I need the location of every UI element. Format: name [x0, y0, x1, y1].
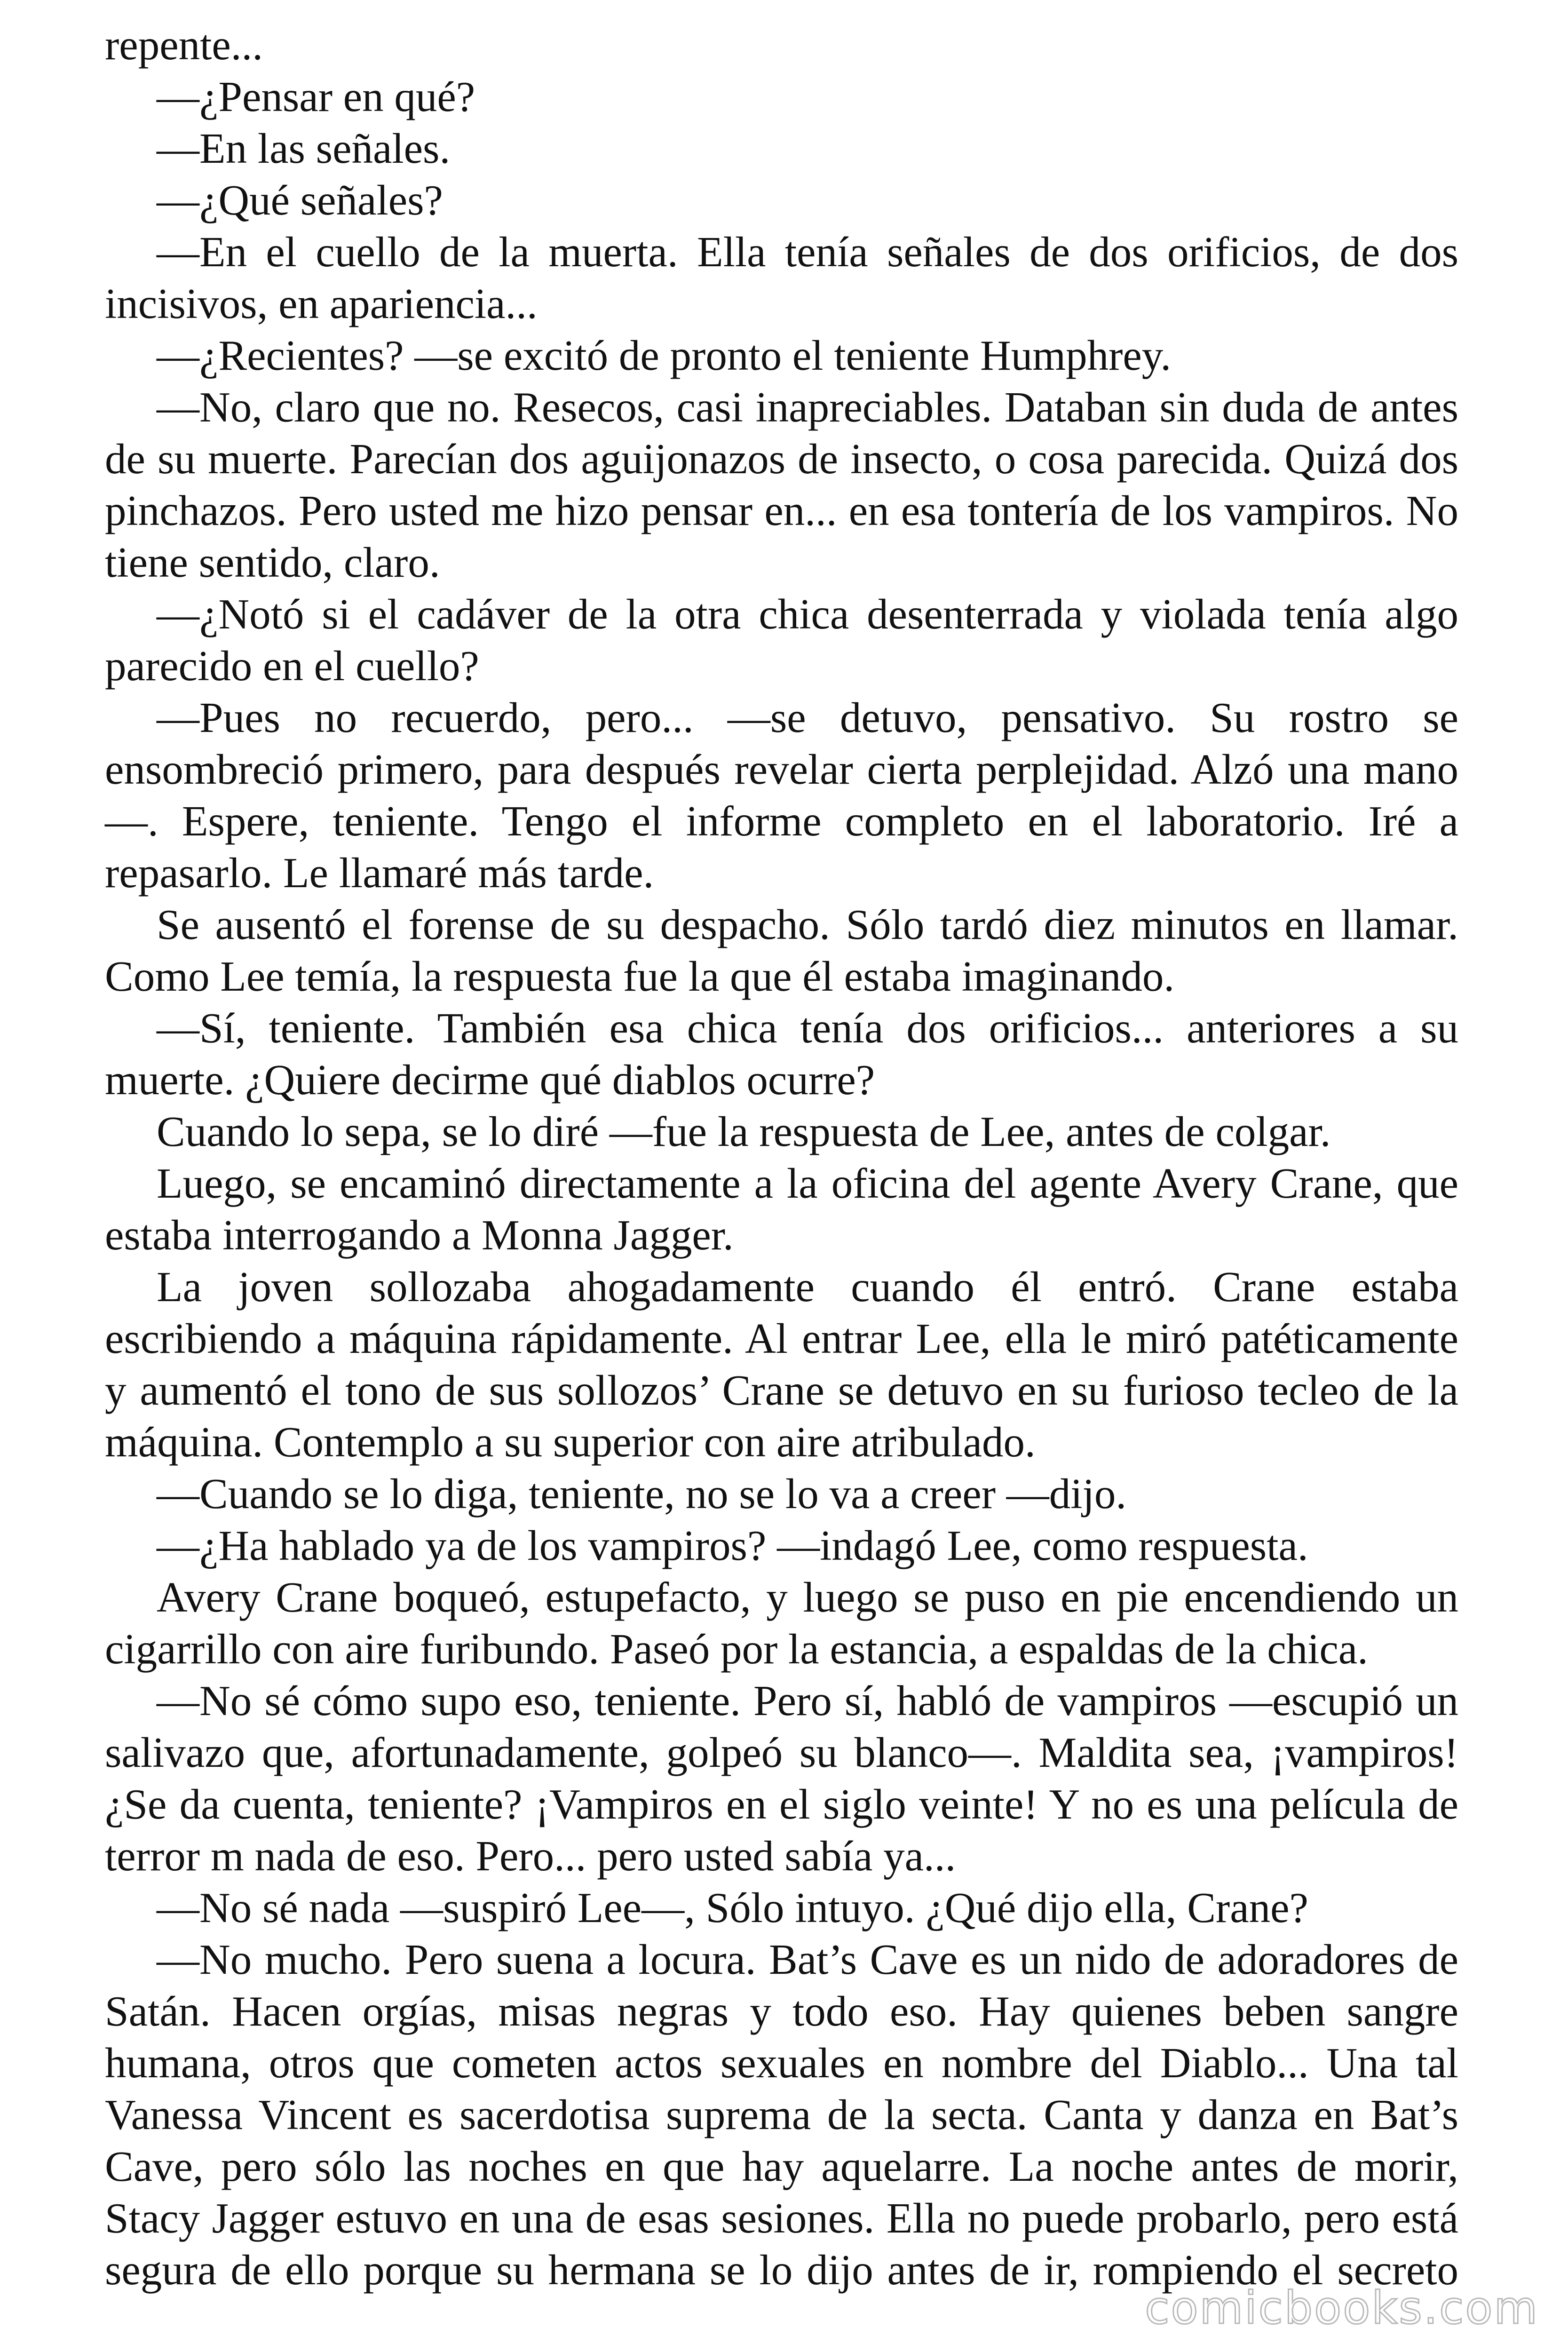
text-line: cigarrillo con aire furibundo. Paseó por la estancia, a espaldas de la chica.	[105, 1625, 1368, 1673]
text-line: ¿Se da cuenta, teniente? ¡Vampiros en el siglo veinte! Y no es una película de	[105, 1780, 1458, 1828]
text-line: ensombreció primero, para después revelar cierta perplejidad. Alzó una mano	[105, 746, 1458, 793]
text-line: estaba interrogando a Monna Jagger.	[105, 1211, 734, 1259]
text-line: —¿Pensar en qué?	[157, 73, 475, 120]
text-line: —Sí, teniente. También esa chica tenía dos orificios... anteriores a su	[157, 1004, 1458, 1052]
paragraph	[105, 1520, 1458, 1572]
text-line: escribiendo a máquina rápidamente. Al entrar Lee, ella le miró patéticamente	[105, 1315, 1458, 1362]
text-line: y aumentó el tono de sus sollozos’ Crane se detuvo en su furioso tecleo de la	[105, 1367, 1458, 1414]
text-line: La joven sollozaba ahogadamente cuando él entró. Crane estaba	[157, 1263, 1458, 1311]
text-line: Como Lee temía, la respuesta fue la que él estaba imaginando.	[105, 953, 1175, 1000]
text-line: Luego, se encaminó directamente a la oficina del agente Avery Crane, que	[157, 1160, 1458, 1207]
text-line: pinchazos. Pero usted me hizo pensar en... en esa tontería de los vampiros. No	[105, 487, 1458, 534]
text-line: —¿Recientes? —se excitó de pronto el teniente Humphrey.	[157, 332, 1172, 379]
text-line: terror m nada de eso. Pero... pero usted sabía ya...	[105, 1832, 956, 1880]
paragraph	[105, 226, 1458, 330]
text-line: tiene sentido, claro.	[105, 539, 440, 586]
text-line: Cave, pero sólo las noches en que hay aquelarre. La noche antes de morir,	[105, 2143, 1458, 2190]
text-line: parecido en el cuello?	[105, 642, 479, 690]
text-line: —. Espere, teniente. Tengo el informe completo en el laboratorio. Iré a	[105, 797, 1458, 845]
text-line: Satán. Hacen orgías, misas negras y todo eso. Hay quienes beben sangre	[105, 1987, 1458, 2035]
paragraph	[105, 1934, 1458, 2296]
text-line: —No sé nada —suspiró Lee—, Sólo intuyo. ¿Qué dijo ella, Crane?	[157, 1884, 1308, 1931]
paragraph	[105, 1002, 1458, 1106]
text-line: repente...	[105, 21, 263, 69]
text-line: Avery Crane boqueó, estupefacto, y luego se puso en pie encendiendo un	[157, 1573, 1458, 1621]
text-line: —No, claro que no. Resecos, casi inapreciables. Databan sin duda de antes	[157, 383, 1458, 431]
text-line: Se ausentó el forense de su despacho. Sólo tardó diez minutos en llamar.	[157, 901, 1458, 948]
text-line: incisivos, en apariencia...	[105, 280, 538, 327]
text-line: salivazo que, afortunadamente, golpeó su blanco—. Maldita sea, ¡vampiros!	[105, 1729, 1458, 1776]
paragraph	[105, 588, 1458, 692]
paragraph	[105, 1675, 1458, 1882]
paragraph	[105, 330, 1458, 381]
text-line: humana, otros que cometen actos sexuales en nombre del Diablo... Una tal	[105, 2039, 1458, 2087]
paragraph	[105, 692, 1458, 899]
paragraph	[105, 123, 1458, 175]
paragraph	[105, 71, 1458, 123]
watermark: comicbooks.com	[1145, 2282, 1539, 2334]
paragraph	[105, 1468, 1458, 1520]
text-line: máquina. Contemplo a su superior con aire atribulado.	[105, 1418, 1036, 1466]
text-line: —¿Ha hablado ya de los vampiros? —indagó Lee, como respuesta.	[157, 1522, 1308, 1569]
text-line: —¿Notó si el cadáver de la otra chica desenterrada y violada tenía algo	[157, 590, 1458, 638]
text-line: —En las señales.	[157, 125, 451, 172]
paragraph	[105, 175, 1458, 226]
text-line: repasarlo. Le llamaré más tarde.	[105, 849, 654, 897]
paragraph	[105, 19, 1458, 71]
paragraph	[105, 1158, 1458, 1261]
text-line: Stacy Jagger estuvo en una de esas sesiones. Ella no puede probarlo, pero está	[105, 2194, 1458, 2242]
text-line: segura de ello porque su hermana se lo dijo antes de ir, rompiendo el secreto	[105, 2246, 1458, 2294]
paragraph	[105, 1882, 1458, 1934]
paragraph	[105, 1261, 1458, 1468]
page-body-text	[105, 19, 1458, 2296]
text-line: —No mucho. Pero suena a locura. Bat’s Cave es un nido de adoradores de	[157, 1936, 1458, 1983]
text-line: —Cuando se lo diga, teniente, no se lo va a creer —dijo.	[157, 1470, 1127, 1518]
paragraph	[105, 1572, 1458, 1675]
text-line: —No sé cómo supo eso, teniente. Pero sí, habló de vampiros —escupió un	[157, 1677, 1458, 1724]
text-line: muerte. ¿Quiere decirme qué diablos ocurre?	[105, 1056, 875, 1104]
paragraph	[105, 899, 1458, 1002]
text-line: Cuando lo sepa, se lo diré —fue la respuesta de Lee, antes de colgar.	[157, 1108, 1331, 1155]
text-line: —¿Qué señales?	[157, 176, 443, 224]
text-line: de su muerte. Parecían dos aguijonazos de insecto, o cosa parecida. Quizá dos	[105, 435, 1458, 483]
paragraph	[105, 1106, 1458, 1158]
text-line: —Pues no recuerdo, pero... —se detuvo, pensativo. Su rostro se	[157, 694, 1458, 741]
text-line: Vanessa Vincent es sacerdotisa suprema de la secta. Canta y danza en Bat’s	[105, 2091, 1458, 2138]
paragraph	[105, 381, 1458, 588]
text-line: —En el cuello de la muerta. Ella tenía señales de dos orificios, de dos	[157, 228, 1458, 276]
